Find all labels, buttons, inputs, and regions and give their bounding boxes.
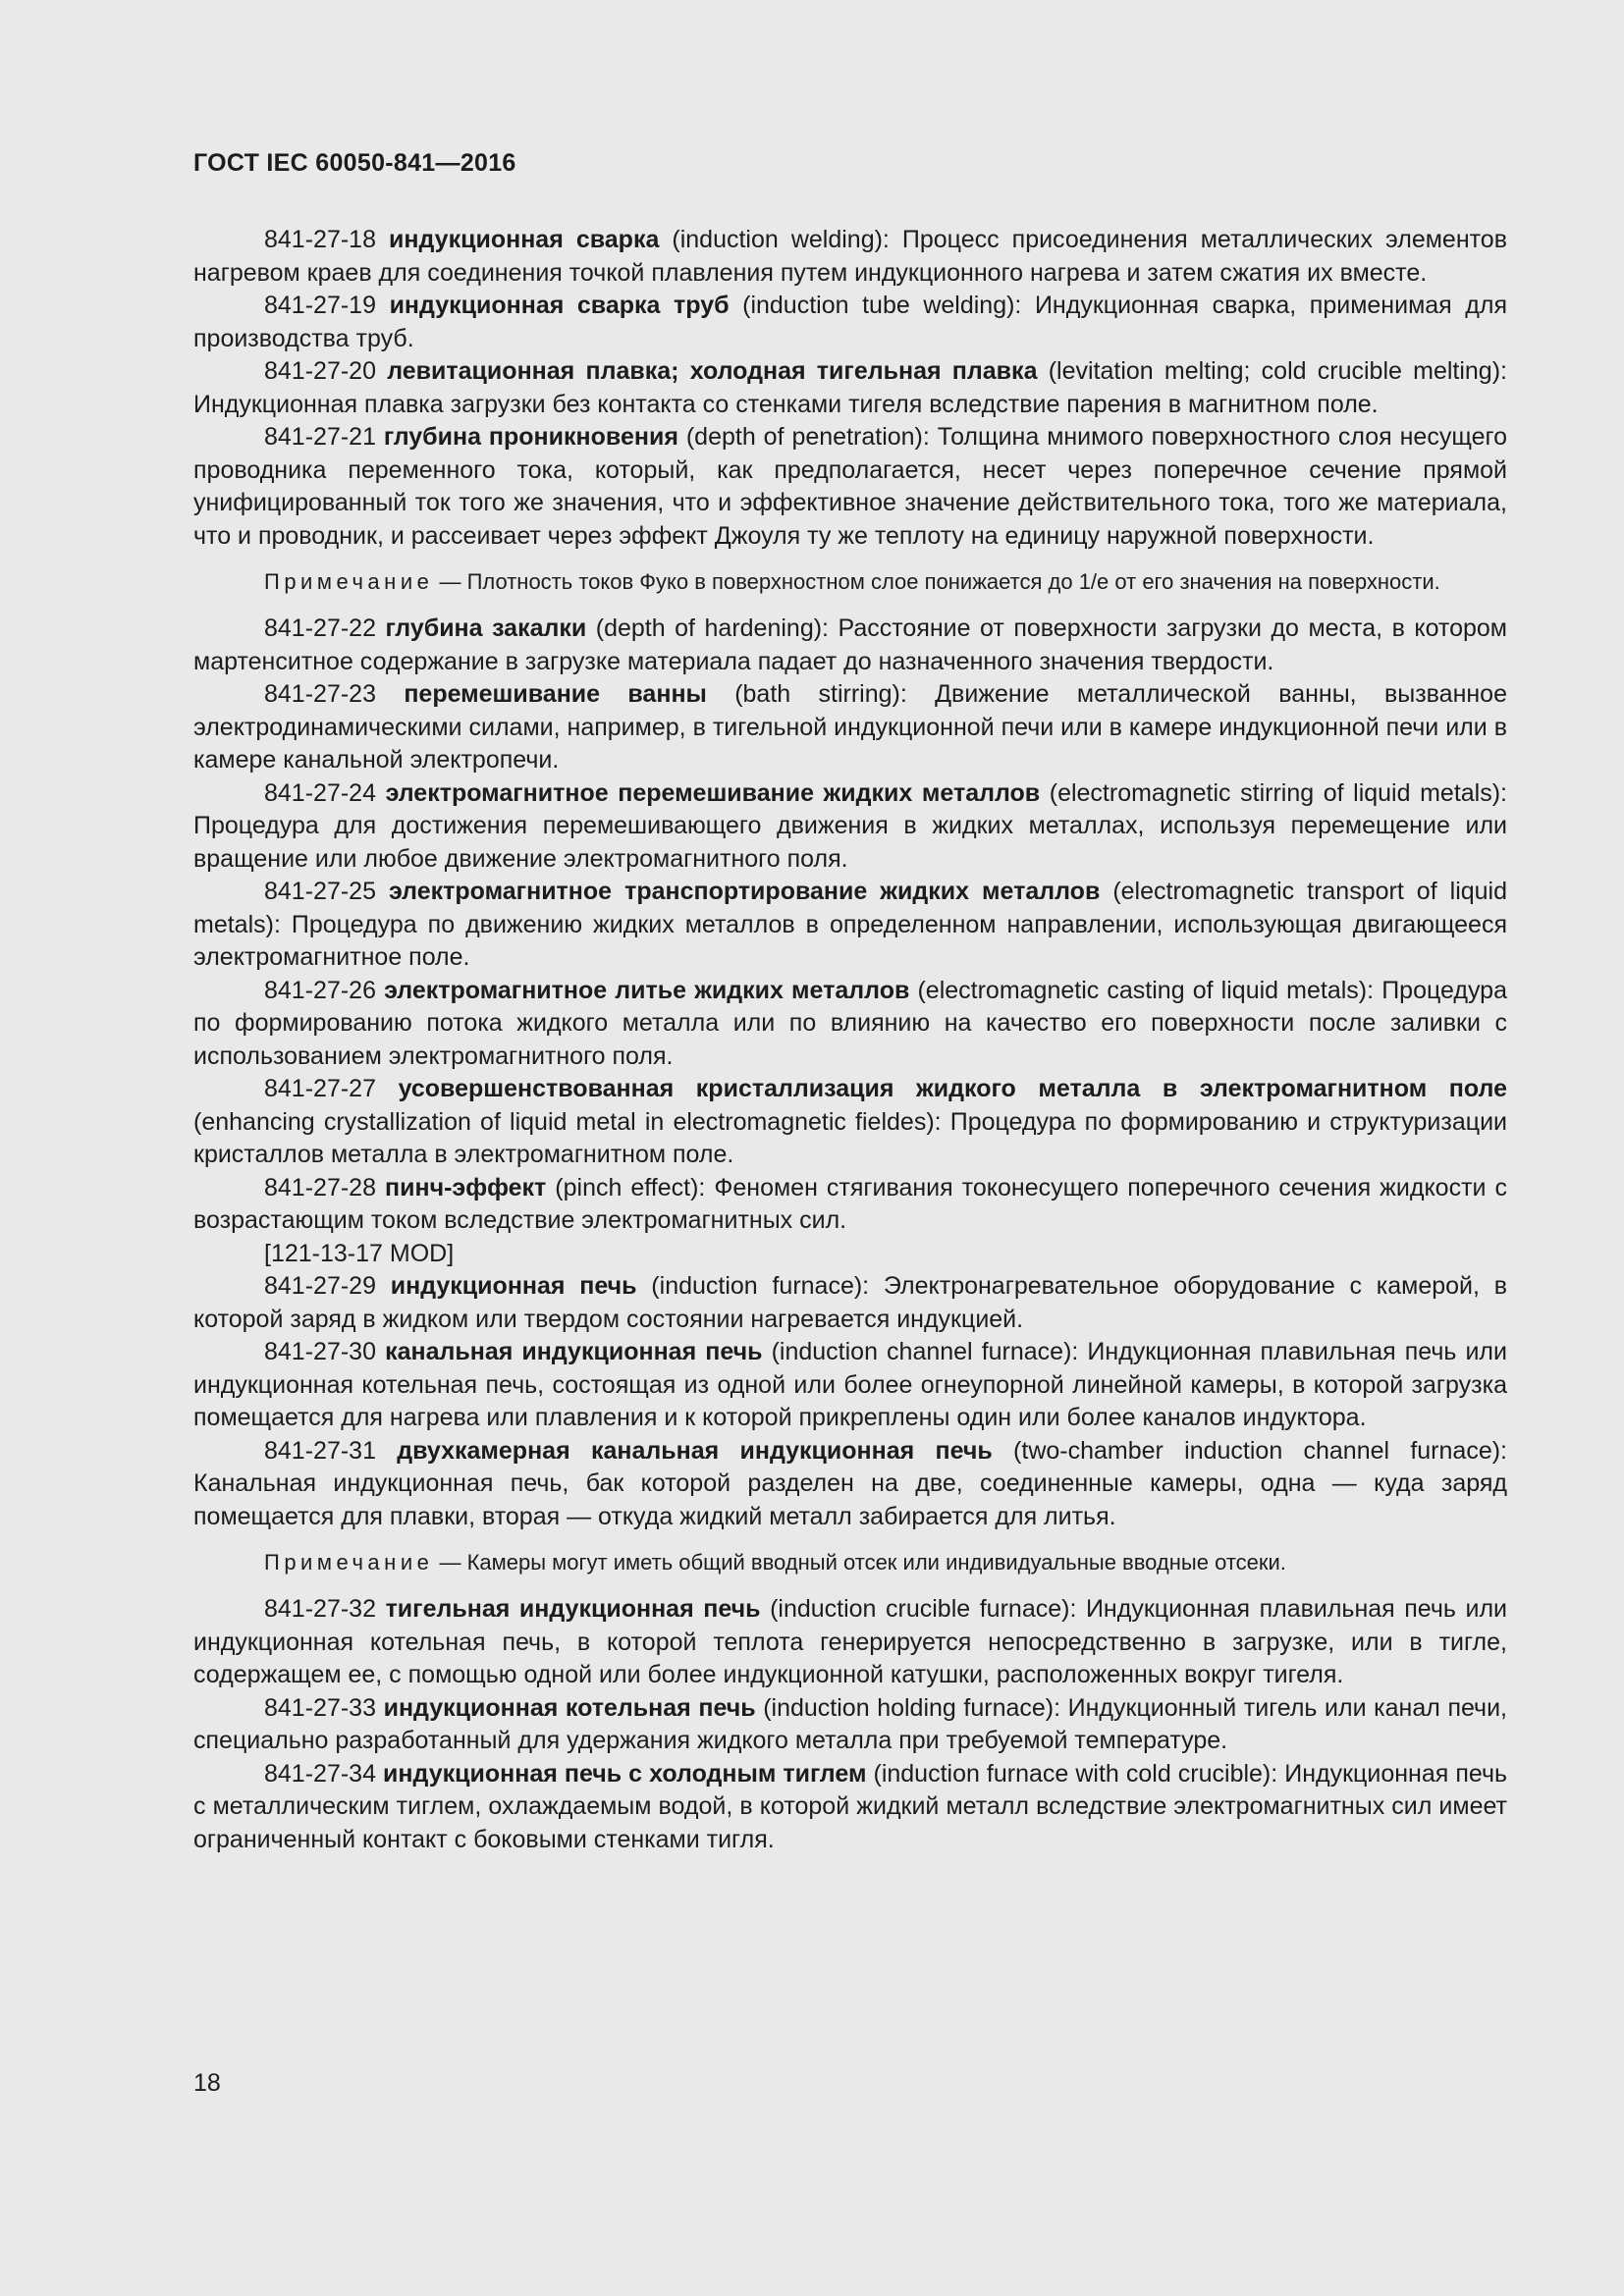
- note-text: — Плотность токов Фуко в поверхностном слое понижается до 1/e от его значения на поверхности.: [433, 569, 1440, 594]
- term-name: тигельная индукционная печь: [385, 1595, 761, 1623]
- note: [193, 1547, 1507, 1577]
- note-label: Примечание: [264, 1550, 434, 1575]
- term-number: 841-27-24: [264, 778, 376, 807]
- term-name: усовершенствованная кристаллизация жидкого металла в электромагнитном поле: [398, 1075, 1508, 1102]
- note-text: — Камеры могут иметь общий вводный отсек или индивидуальные вводные отсеки.: [433, 1550, 1286, 1575]
- term-entry: [193, 1435, 1507, 1534]
- term-entry: [193, 777, 1507, 877]
- term-name: электромагнитное перемешивание жидких металлов: [385, 778, 1041, 807]
- term-definition: (depth of penetration): Толщина мнимого поверхностного слоя несущего проводника переменного тока, который, как предполагается, несет через поперечное сечение прямой унифицированный ток того же значения, что и эффективное значение действительного тока, того же материала, что и проводник, и рассеивает через эффект Джоуля ту же теплоту на единицу наружной поверхности.: [193, 423, 1508, 550]
- document-body: [193, 224, 1507, 1856]
- term-number: 841-27-33: [264, 1693, 376, 1722]
- term-definition: (induction channel furnace): Индукционная плавильная печь или индукционная котельная печь, состоящая из одной или более огнеупорной линейной камеры, в которой загрузка помещается для нагрева или плавления и к которой прикреплены один или более каналов индуктора.: [193, 1338, 1507, 1431]
- term-name: индукционная сварка: [389, 226, 660, 253]
- document-header: ГОСТ IEC 60050-841—2016: [193, 149, 516, 177]
- term-entry: [193, 613, 1507, 678]
- term-name: пинч-эффект: [385, 1173, 547, 1201]
- term-entry: [193, 1758, 1507, 1857]
- term-entry: [193, 876, 1507, 975]
- term-number: 841-27-34: [264, 1759, 376, 1788]
- term-entry: [193, 290, 1507, 355]
- term-name: двухкамерная канальная индукционная печь: [397, 1436, 993, 1465]
- term-entry: [193, 421, 1507, 553]
- term-name: перемешивание ванны: [404, 680, 707, 708]
- term-name: индукционная сварка труб: [389, 292, 730, 319]
- term-name: индукционная печь с холодным тиглем: [383, 1759, 867, 1788]
- term-number: 841-27-23: [264, 680, 376, 708]
- term-number: 841-27-32: [264, 1595, 376, 1623]
- term-entry: [193, 355, 1507, 421]
- term-number: 841-27-27: [264, 1075, 376, 1102]
- term-number: 841-27-19: [264, 292, 376, 319]
- term-definition: (electromagnetic casting of liquid metals): Процедура по формированию потока жидкого металла или по влиянию на качество его поверхности после заливки с использованием электромагнитного поля.: [193, 976, 1507, 1070]
- term-definition: (depth of hardening): Расстояние от поверхности загрузки до места, в котором мартенситное содержание в загрузке материала падает до назначенного значения твердости.: [193, 614, 1507, 675]
- term-number: 841-27-31: [264, 1436, 376, 1465]
- term-name: индукционная печь: [390, 1272, 637, 1300]
- term-entry: [193, 1692, 1507, 1758]
- term-number: 841-27-29: [264, 1272, 376, 1300]
- term-name: канальная индукционная печь: [385, 1338, 763, 1365]
- term-entry: [193, 1593, 1507, 1692]
- term-definition: (induction furnace with cold crucible): Индукционная печь с металлическим тиглем, охлаждаемым водой, в которой жидкий металл вследствие электромагнитных сил имеет ограниченный контакт с боковыми стенками тигля.: [193, 1759, 1508, 1853]
- term-name: глубина закалки: [385, 614, 587, 642]
- term-number: 841-27-22: [264, 614, 376, 642]
- note: [193, 566, 1507, 597]
- term-number: 841-27-30: [264, 1338, 376, 1365]
- term-number: 841-27-20: [264, 357, 376, 385]
- term-name: левитационная плавка; холодная тигельная плавка: [387, 357, 1038, 385]
- term-definition: (pinch effect): Феномен стягивания токонесущего поперечного сечения жидкости с возрастающим током вследствие электромагнитных сил.: [193, 1173, 1507, 1234]
- term-definition: (induction welding): Процесс присоединения металлических элементов нагревом краев для соединения точкой плавления путем индукционного нагрева и затем сжатия их вместе.: [193, 226, 1507, 287]
- term-definition: (enhancing crystallization of liquid metal in electromagnetic fieldes): Процедура по формированию и структуризации кристаллов металла в электромагнитном поле.: [193, 1107, 1507, 1168]
- term-entry: [193, 1336, 1507, 1435]
- term-definition: (two-chamber induction channel furnace): Канальная индукционная печь, бак которой разделен на две, соединенные камеры, одна — куда заряд помещается для плавки, вторая — откуда жидкий металл забирается для литья.: [193, 1436, 1507, 1530]
- term-entry: [193, 224, 1507, 290]
- term-name: электромагнитное литье жидких металлов: [384, 976, 910, 1004]
- term-definition: (bath stirring): Движение металлической ванны, вызванное электродинамическими силами, например, в тигельной индукционной печи или в камере индукционной печи или в камере канальной электропечи.: [193, 680, 1507, 774]
- term-entry: [193, 1172, 1507, 1238]
- term-definition: (electromagnetic stirring of liquid metals): Процедура для достижения перемешивающего движения в жидких металлах, используя перемещение или вращение или любое движение электромагнитного поля.: [193, 778, 1507, 873]
- term-definition: (induction furnace): Электронагревательное оборудование с камерой, в которой заряд в жидком или твердом состоянии нагревается индукцией.: [193, 1272, 1507, 1333]
- term-number: 841-27-26: [264, 976, 376, 1004]
- term-definition: (induction holding furnace): Индукционный тигель или канал печи, специально разработанный для удержания жидкого металла при требуемой температуре.: [193, 1693, 1507, 1754]
- term-name: индукционная котельная печь: [383, 1693, 756, 1722]
- term-definition: (induction crucible furnace): Индукционная плавильная печь или индукционная котельная печь, в которой теплота генерируется непосредственно в загрузке, или в тигле, содержащем ее, с помощью одной или более индукционной катушки, расположенных вокруг тигеля.: [193, 1595, 1508, 1688]
- term-definition: (levitation melting; cold crucible melting): Индукционная плавка загрузки без контакта со стенками тигеля вследствие парения в магнитном поле.: [193, 357, 1507, 418]
- term-number: 841-27-18: [264, 226, 376, 253]
- page-number: 18: [193, 2069, 221, 2097]
- term-number: 841-27-25: [264, 878, 376, 905]
- term-entry: [193, 975, 1507, 1074]
- term-entry: [193, 1073, 1507, 1172]
- term-entry: [193, 1270, 1507, 1336]
- note-label: Примечание: [264, 569, 434, 594]
- term-definition: (induction tube welding): Индукционная сварка, применимая для производства труб.: [193, 292, 1507, 352]
- term-entry: [193, 678, 1507, 777]
- source-reference: [121-13-17 MOD]: [264, 1239, 455, 1267]
- term-number: 841-27-21: [264, 423, 376, 451]
- term-number: 841-27-28: [264, 1173, 376, 1201]
- term-name: электромагнитное транспортирование жидких металлов: [389, 878, 1101, 905]
- term-name: глубина проникновения: [383, 423, 678, 451]
- term-definition: (electromagnetic transport of liquid metals): Процедура по движению жидких металлов в определенном направлении, использующая двигающееся электромагнитное поле.: [193, 878, 1508, 971]
